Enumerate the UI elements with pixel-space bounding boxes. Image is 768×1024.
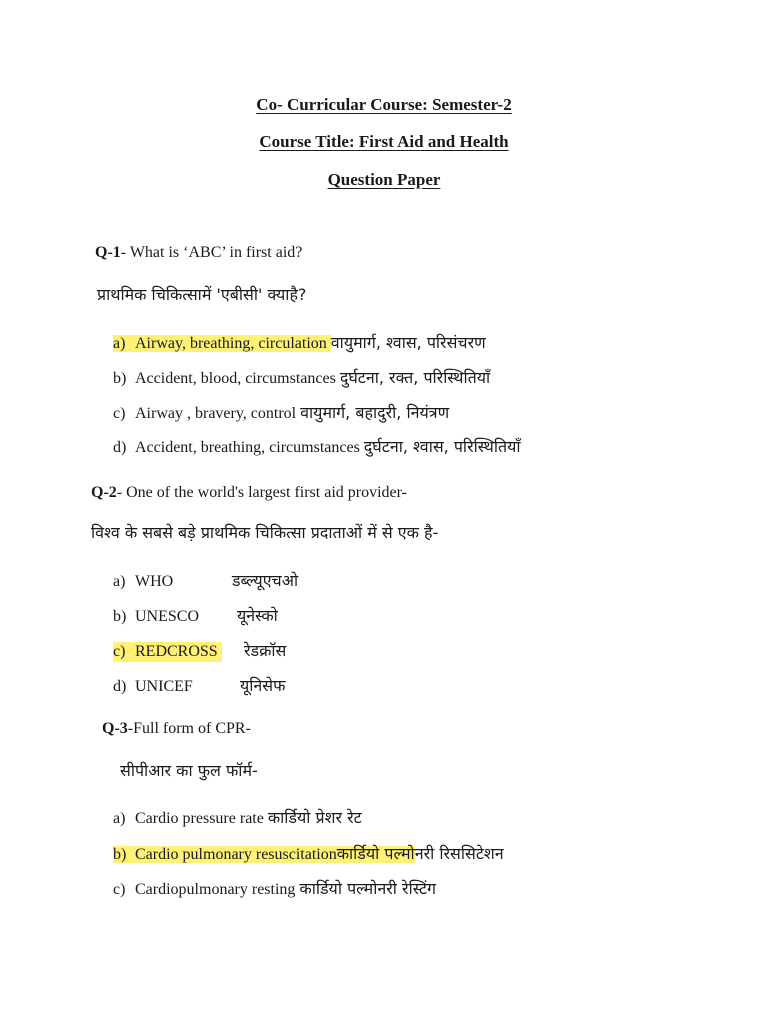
semester-heading: Co- Curricular Course: Semester-2	[256, 95, 512, 114]
option-mark: d)	[113, 439, 127, 456]
question-1-text: - What is ‘ABC’ in first aid?	[120, 244, 303, 261]
option-hindi: वायुमार्ग, बहादुरी, नियंत्रण	[300, 403, 450, 422]
q1-option-c	[113, 403, 449, 424]
option-hindi: यूनेस्को	[237, 606, 278, 625]
question-2-number: Q-2	[91, 484, 117, 501]
option-hindi: डब्ल्यूएचओ	[232, 571, 299, 590]
q2-option-b	[113, 606, 278, 627]
q3-option-b	[113, 844, 504, 865]
question-3	[102, 719, 251, 739]
q1-option-b	[113, 368, 490, 389]
option-text: Airway, breathing, circulation	[135, 335, 327, 352]
option-text: REDCROSS	[135, 643, 218, 660]
option-mark: b)	[113, 846, 127, 863]
option-text: Cardio pressure rate	[135, 810, 264, 827]
option-mark: d)	[113, 678, 127, 695]
question-3-text: -Full form of CPR-	[127, 720, 251, 737]
q2-option-a	[113, 571, 298, 592]
question-2-text: - One of the world's largest first aid provider-	[116, 484, 407, 501]
option-hindi-highlighted: कार्डियो पल्मो	[336, 844, 415, 863]
option-text: WHO	[135, 573, 174, 590]
option-mark: b)	[113, 608, 127, 625]
option-hindi: यूनिसेफ	[240, 676, 286, 695]
option-text: Cardio pulmonary resuscitation	[135, 846, 337, 863]
option-hindi: दुर्घटना, रक्त, परिस्थितियाँ	[339, 368, 491, 387]
question-2-hindi: विश्व के सबसे बड़े प्राथमिक चिकित्सा प्रदाताओं में से एक है-	[91, 523, 439, 542]
question-paper-heading: Question Paper	[327, 170, 441, 189]
q1-option-a	[113, 333, 486, 354]
option-hindi: दुर्घटना, श्वास, परिस्थितियाँ	[363, 437, 521, 456]
option-mark: c)	[113, 643, 126, 660]
question-1-hindi: प्राथमिक चिकित्सामें 'एबीसी' क्याहै?	[97, 285, 307, 304]
option-text: Accident, breathing, circumstances	[135, 439, 360, 456]
question-2	[91, 483, 407, 503]
q2-option-c	[113, 641, 286, 662]
option-hindi: कार्डियो पल्मोनरी रेस्टिंग	[299, 879, 437, 898]
option-text: UNICEF	[135, 678, 193, 695]
q3-option-a	[113, 808, 362, 829]
option-mark: c)	[113, 405, 126, 422]
option-text: Cardiopulmonary resting	[135, 881, 296, 898]
option-mark: c)	[113, 881, 126, 898]
q1-option-d	[113, 437, 521, 458]
option-hindi: कार्डियो प्रेशर रेट	[267, 808, 362, 827]
option-mark: a)	[113, 573, 126, 590]
option-hindi: रेडक्रॉस	[244, 641, 287, 660]
option-mark: a)	[113, 810, 126, 827]
question-3-hindi: सीपीआर का फुल फॉर्म-	[120, 761, 258, 780]
q3-option-c	[113, 879, 436, 900]
question-3-number: Q-3	[102, 720, 128, 737]
question-1-number: Q-1	[95, 244, 121, 261]
option-mark: b)	[113, 370, 127, 387]
q2-option-d	[113, 676, 285, 697]
option-text: UNESCO	[135, 608, 200, 625]
option-text: Accident, blood, circumstances	[135, 370, 336, 387]
option-mark: a)	[113, 335, 126, 352]
course-title-heading: Course Title: First Aid and Health	[259, 132, 509, 151]
option-hindi: नरी रिससिटेशन	[414, 844, 504, 863]
option-text: Airway , bravery, control	[135, 405, 297, 422]
option-hindi: वायुमार्ग, श्वास, परिसंचरण	[330, 333, 486, 352]
question-1	[95, 243, 302, 263]
